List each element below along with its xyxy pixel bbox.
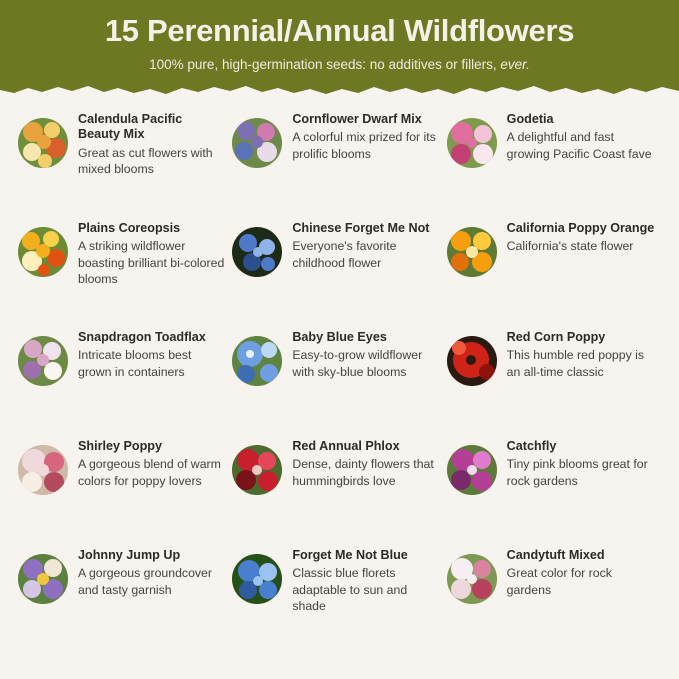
- flower-photo-johnny-jump-up-icon: [18, 554, 68, 604]
- list-item-description: Everyone's favorite childhood flower: [292, 239, 397, 270]
- list-item-title: Snapdragon Toadflax: [78, 330, 206, 344]
- flower-photo-coreopsis-icon: [18, 227, 68, 277]
- list-item-description: Great as cut flowers with mixed blooms: [78, 145, 213, 177]
- flower-photo-catchfly-icon: [447, 445, 497, 495]
- list-item-description: This humble red poppy is an all-time classic: [506, 348, 645, 379]
- list-item[interactable]: [447, 548, 661, 657]
- list-item-text: [507, 221, 655, 255]
- list-item-description: Great color for rock gardens: [506, 566, 612, 597]
- list-item-title: Plains Coreopsis: [78, 221, 181, 235]
- list-item[interactable]: [18, 221, 232, 330]
- list-item[interactable]: [447, 112, 661, 221]
- list-item-title: Chinese Forget Me Not: [292, 221, 430, 235]
- list-item[interactable]: [447, 221, 661, 330]
- list-item[interactable]: [232, 221, 446, 330]
- subtitle-plain: 100% pure, high-germination seeds: no additives or fillers,: [149, 57, 501, 73]
- list-item-title: Baby Blue Eyes: [292, 330, 387, 344]
- flower-photo-forget-me-not-icon: [232, 227, 282, 277]
- list-item-description: Dense, dainty flowers that hummingbirds love: [292, 457, 434, 488]
- list-item-text: [292, 548, 440, 614]
- list-item[interactable]: [232, 112, 446, 221]
- list-item[interactable]: [232, 439, 446, 548]
- page-subtitle: [0, 57, 679, 72]
- list-item-text: [292, 221, 440, 271]
- list-item-title: Red Corn Poppy: [506, 330, 606, 344]
- list-item-title: Forget Me Not Blue: [292, 548, 408, 562]
- flower-photo-godetia-icon: [447, 118, 497, 168]
- flower-list-grid: [0, 112, 679, 657]
- list-item-text: [78, 548, 226, 598]
- list-item-title: Johnny Jump Up: [78, 548, 181, 562]
- list-item[interactable]: [447, 439, 661, 548]
- list-item-text: [78, 439, 226, 489]
- flower-photo-phlox-icon: [232, 445, 282, 495]
- list-item-title: California Poppy Orange: [506, 221, 655, 235]
- list-item[interactable]: [18, 548, 232, 657]
- list-item[interactable]: [18, 439, 232, 548]
- list-item[interactable]: [18, 330, 232, 439]
- flower-photo-candytuft-icon: [447, 554, 497, 604]
- list-item-title: Red Annual Phlox: [292, 439, 400, 453]
- list-item-description: A gorgeous blend of warm colors for poppy lovers: [78, 457, 221, 488]
- list-item-text: [507, 112, 655, 162]
- list-item[interactable]: [18, 112, 232, 221]
- list-item-text: [507, 548, 655, 598]
- list-item-text: [292, 439, 440, 489]
- list-item-description: A striking wildflower boasting brilliant bi-colored blooms: [78, 239, 225, 287]
- list-item-text: [292, 112, 440, 162]
- flower-photo-california-poppy-icon: [447, 227, 497, 277]
- flower-photo-shirley-poppy-icon: [18, 445, 68, 495]
- torn-edge-decoration: [0, 83, 679, 98]
- list-item-description: Tiny pink blooms great for rock gardens: [506, 457, 648, 488]
- list-item-text: [78, 221, 226, 287]
- flower-photo-corn-poppy-icon: [447, 336, 497, 386]
- list-item-title: Calendula Pacific Beauty Mix: [78, 112, 183, 142]
- list-item-description: Intricate blooms best grown in containers: [78, 348, 192, 379]
- subtitle-emphasis: ever.: [500, 57, 530, 73]
- page-title: 15 Perennial/Annual Wildflowers: [104, 13, 575, 48]
- list-item[interactable]: [232, 548, 446, 657]
- header-banner: [0, 0, 679, 98]
- flower-photo-toadflax-icon: [18, 336, 68, 386]
- list-item[interactable]: [232, 330, 446, 439]
- flower-photo-calendula-icon: [18, 118, 68, 168]
- list-item-description: A gorgeous groundcover and tasty garnish: [78, 566, 212, 597]
- flower-photo-baby-blue-eyes-icon: [232, 336, 282, 386]
- list-item-title: Shirley Poppy: [78, 439, 162, 453]
- list-item-description: Classic blue florets adaptable to sun and shade: [292, 566, 408, 614]
- list-item-description: Easy-to-grow wildflower with sky-blue blooms: [292, 348, 423, 379]
- list-item[interactable]: [447, 330, 661, 439]
- list-item-title: Catchfly: [506, 439, 557, 453]
- flower-photo-cornflower-icon: [232, 118, 282, 168]
- list-item-title: Candytuft Mixed: [506, 548, 605, 562]
- list-item-description: A delightful and fast growing Pacific Coast fave: [506, 130, 652, 161]
- list-item-text: [507, 439, 655, 489]
- list-item-text: [78, 112, 226, 177]
- list-item-title: Cornflower Dwarf Mix: [292, 112, 422, 126]
- list-item-description: A colorful mix prized for its prolific blooms: [292, 130, 436, 161]
- list-item-text: [292, 330, 440, 380]
- flower-photo-forget-me-not-blue-icon: [232, 554, 282, 604]
- list-item-title: Godetia: [506, 112, 554, 126]
- list-item-description: California's state flower: [506, 239, 634, 254]
- list-item-text: [78, 330, 226, 380]
- list-item-text: [507, 330, 655, 380]
